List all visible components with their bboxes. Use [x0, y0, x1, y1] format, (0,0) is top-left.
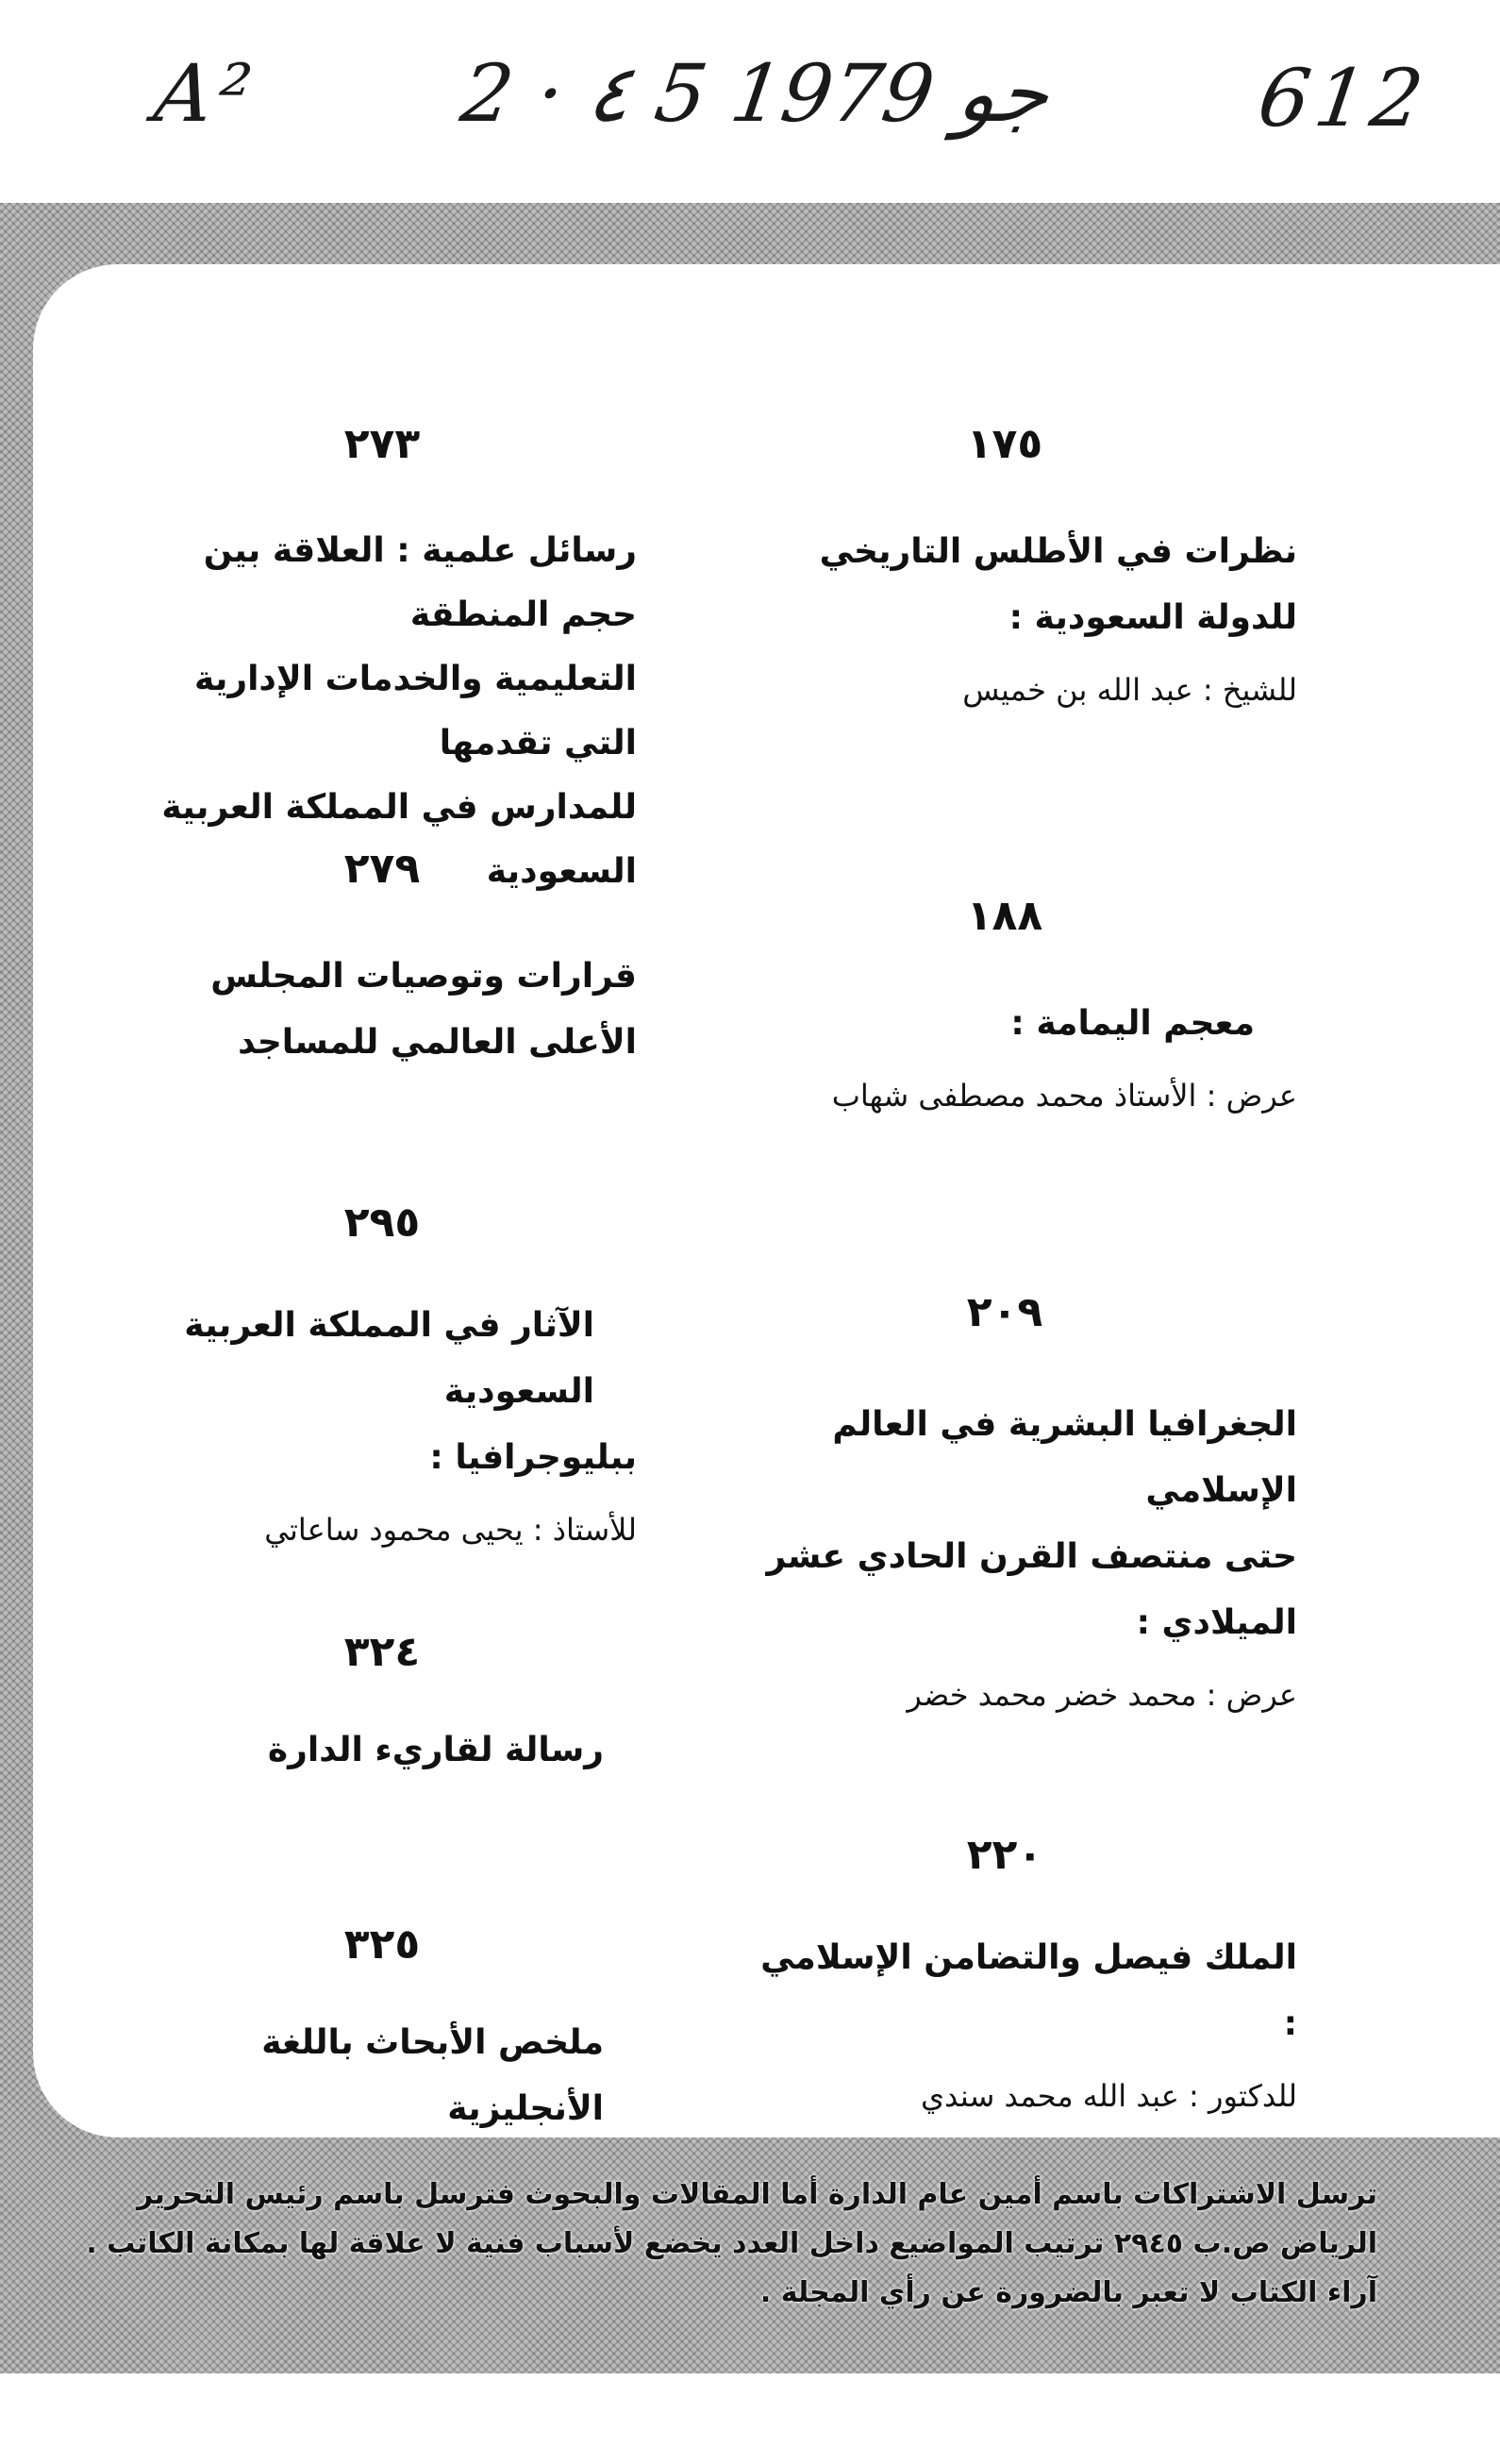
- title-line: ملخص الأبحاث باللغة الأنجليزية: [261, 2023, 604, 2128]
- entry-title: [118, 2010, 604, 2142]
- entry-title: [755, 519, 1297, 651]
- page-number: ٢٢٠: [966, 1831, 1043, 1879]
- toc-entry: [118, 944, 637, 1076]
- title-line: رسائل علمية : العلاقة بين حجم المنطقة: [203, 531, 637, 634]
- toc-entry: [755, 991, 1297, 1119]
- toc-entry: [755, 1392, 1297, 1718]
- footer-line: الرياض ص.ب ٢٩٤٥ ترتيب المواضيع داخل العدد يخضع لأسباب فنية لا علاقة لها بمكانة الكاتب .: [86, 2227, 1377, 2260]
- page-number: ٢٠٩: [966, 1288, 1043, 1336]
- handwritten-annotation: [0, 28, 1500, 179]
- entry-author: عرض : الأستاذ محمد مصطفى شهاب: [831, 1078, 1297, 1114]
- entry-author: للشيخ : عبد الله بن خميس: [962, 672, 1297, 708]
- title-line: ببليوجرافيا :: [429, 1438, 637, 1477]
- title-line: نظرات في الأطلس التاريخي: [819, 532, 1297, 571]
- toc-entry: [118, 2010, 604, 2142]
- entry-title: [118, 1718, 604, 1784]
- title-line: معجم اليمامة :: [1010, 1004, 1255, 1043]
- title-line: الميلادي :: [1136, 1603, 1297, 1642]
- title-line: قرارات وتوصيات المجلس: [210, 957, 637, 996]
- toc-entry: [118, 1293, 637, 1553]
- annotation-left: A²: [149, 47, 263, 140]
- page-number: ٣٢٤: [343, 1628, 421, 1676]
- page-number: ٢٧٣: [343, 420, 421, 468]
- title-line: حتى منتصف القرن الحادي عشر: [766, 1537, 1297, 1576]
- footer-notice: [57, 2171, 1377, 2318]
- annotation-date: 2 · ٤ 5 جو 1979: [456, 47, 1056, 140]
- entry-title: [118, 1293, 637, 1491]
- page-number: ٣٢٥: [343, 1920, 421, 1969]
- footer-line: آراء الكتاب لا تعبر بالضرورة عن رأي المجلة .: [759, 2276, 1377, 2309]
- page-number: ٢٧٩: [343, 845, 421, 893]
- title-line: الجغرافيا البشرية في العالم الإسلامي: [832, 1405, 1297, 1510]
- title-line: الآثار في المملكة العربية السعودية: [184, 1306, 594, 1411]
- page-number: ١٨٨: [966, 892, 1043, 940]
- entry-author: للدكتور : عبد الله محمد سندي: [921, 2078, 1297, 2114]
- toc-entry: [755, 519, 1297, 713]
- toc-entry: [755, 1925, 1297, 2120]
- entry-author: للأستاذ : يحيى محمود ساعاتي: [264, 1512, 637, 1548]
- entry-title: [118, 944, 637, 1076]
- title-line: للدولة السعودية :: [1008, 598, 1297, 637]
- title-line: التعليمية والخدمات الإدارية التي تقدمها: [194, 660, 637, 763]
- title-line: الملك فيصل والتضامن الإسلامي :: [760, 1938, 1297, 2043]
- annotation-right: 612: [1253, 52, 1435, 144]
- entry-author: عرض : محمد خضر محمد خضر: [907, 1677, 1297, 1713]
- footer-line: ترسل الاشتراكات باسم أمين عام الدارة أما المقالات والبحوث فترسل باسم رئيس التحرير: [137, 2178, 1377, 2211]
- title-line: الأعلى العالمي للمساجد: [238, 1023, 637, 1062]
- entry-title: [755, 1925, 1297, 2057]
- page-number: ١٧٥: [966, 420, 1043, 468]
- toc-entry: [118, 1718, 604, 1784]
- page-number: ٢٩٥: [343, 1198, 421, 1247]
- title-line: للمدارس في المملكة العربية السعودية: [161, 788, 637, 891]
- entry-title: [755, 1392, 1297, 1656]
- entry-title: [755, 991, 1297, 1057]
- title-line: رسالة لقاريء الدارة: [267, 1731, 604, 1769]
